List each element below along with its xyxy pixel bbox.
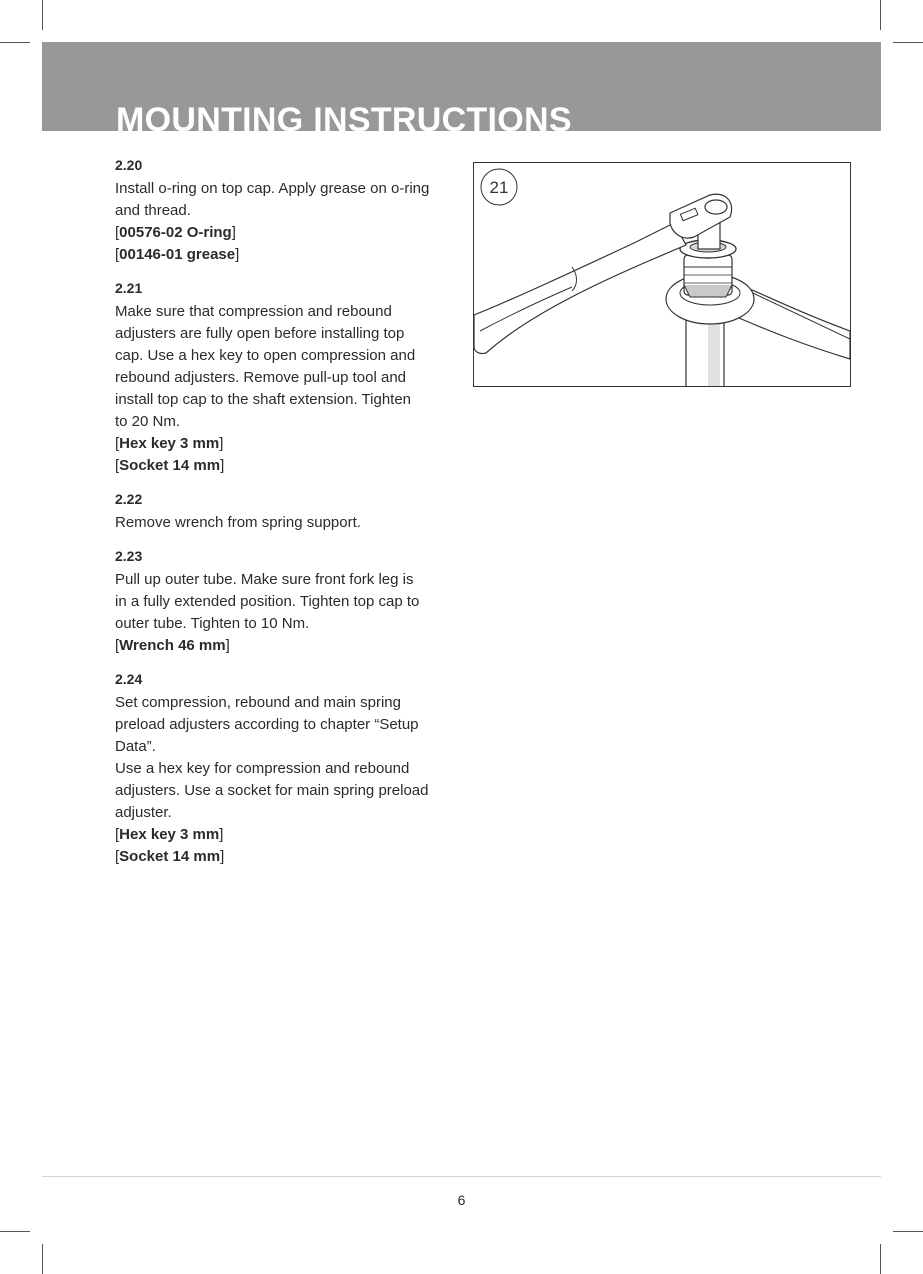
- footer-rule: [42, 1176, 881, 1177]
- torque-wrench-top-cap-illustration: [474, 163, 850, 386]
- step-number: 2.21: [115, 280, 143, 296]
- instruction-step: [115, 277, 460, 477]
- tool-reference: [00576-02 O-ring]: [115, 224, 236, 241]
- step-text-line: adjusters. Use a socket for main spring preload: [115, 782, 429, 799]
- step-text-line: Set compression, rebound and main spring: [115, 694, 401, 711]
- crop-mark: [893, 1231, 923, 1232]
- step-text-line: rebound adjusters. Remove pull-up tool and: [115, 369, 407, 386]
- step-text-line: Use a hex key for compression and rebound: [115, 760, 410, 777]
- step-text-line: and thread.: [115, 202, 191, 219]
- step-text-line: Pull up outer tube. Make sure front fork leg is: [115, 571, 414, 588]
- crop-mark: [0, 42, 30, 43]
- step-text-line: Make sure that compression and rebound: [115, 303, 392, 320]
- page-title: MOUNTING INSTRUCTIONS: [116, 101, 572, 131]
- instruction-step: [115, 545, 460, 657]
- step-number: 2.23: [115, 548, 143, 564]
- step-text-line: Data”.: [115, 738, 156, 755]
- crop-mark: [42, 0, 43, 30]
- figure-number: 21: [489, 178, 509, 197]
- tool-reference: [Wrench 46 mm]: [115, 637, 230, 654]
- step-number: 2.20: [115, 157, 143, 173]
- instructions-column: [115, 154, 460, 879]
- instruction-step: [115, 668, 460, 868]
- step-text-line: adjuster.: [115, 804, 172, 821]
- tool-reference: [00146-01 grease]: [115, 246, 240, 263]
- step-number: 2.24: [115, 671, 143, 687]
- step-text-line: preload adjusters according to chapter “Setup: [115, 716, 419, 733]
- tool-reference-label: Hex key 3 mm: [119, 826, 220, 843]
- ratchet-knob: [705, 200, 727, 214]
- page-number: 6: [457, 1192, 466, 1208]
- tool-reference-label: Socket 14 mm: [119, 848, 221, 865]
- top-cap-nut: [684, 285, 732, 297]
- step-text-line: to 20 Nm.: [115, 413, 181, 430]
- step-text-line: outer tube. Tighten to 10 Nm.: [115, 615, 310, 632]
- step-text-line: in a fully extended position. Tighten top cap to: [115, 593, 420, 610]
- crop-mark: [0, 1231, 30, 1232]
- tool-reference: [Socket 14 mm]: [115, 848, 225, 865]
- crop-mark: [880, 1244, 881, 1274]
- step-text-line: install top cap to the shaft extension. Tighten: [115, 391, 412, 408]
- tool-reference: [Hex key 3 mm]: [115, 826, 224, 843]
- step-text-line: Remove wrench from spring support.: [115, 514, 361, 531]
- tool-reference: [Hex key 3 mm]: [115, 435, 224, 452]
- step-text-line: cap. Use a hex key to open compression and: [115, 347, 416, 364]
- step-number: 2.22: [115, 491, 143, 507]
- tool-reference: [Socket 14 mm]: [115, 457, 225, 474]
- crop-mark: [880, 0, 881, 30]
- tool-reference-label: Hex key 3 mm: [119, 435, 220, 452]
- figure-21: [473, 162, 851, 387]
- crop-mark: [42, 1244, 43, 1274]
- torque-wrench-handle: [474, 223, 686, 354]
- tool-reference-label: Wrench 46 mm: [119, 637, 226, 654]
- header-band: [42, 42, 881, 131]
- instruction-step: [115, 488, 460, 534]
- instruction-step: [115, 154, 460, 266]
- tool-reference-label: 00576-02 O-ring: [119, 224, 232, 241]
- tool-reference-label: 00146-01 grease: [119, 246, 236, 263]
- step-text-line: adjusters are fully open before installing top: [115, 325, 405, 342]
- step-text-line: Install o-ring on top cap. Apply grease on o-ring: [115, 180, 430, 197]
- crop-mark: [893, 42, 923, 43]
- tool-reference-label: Socket 14 mm: [119, 457, 221, 474]
